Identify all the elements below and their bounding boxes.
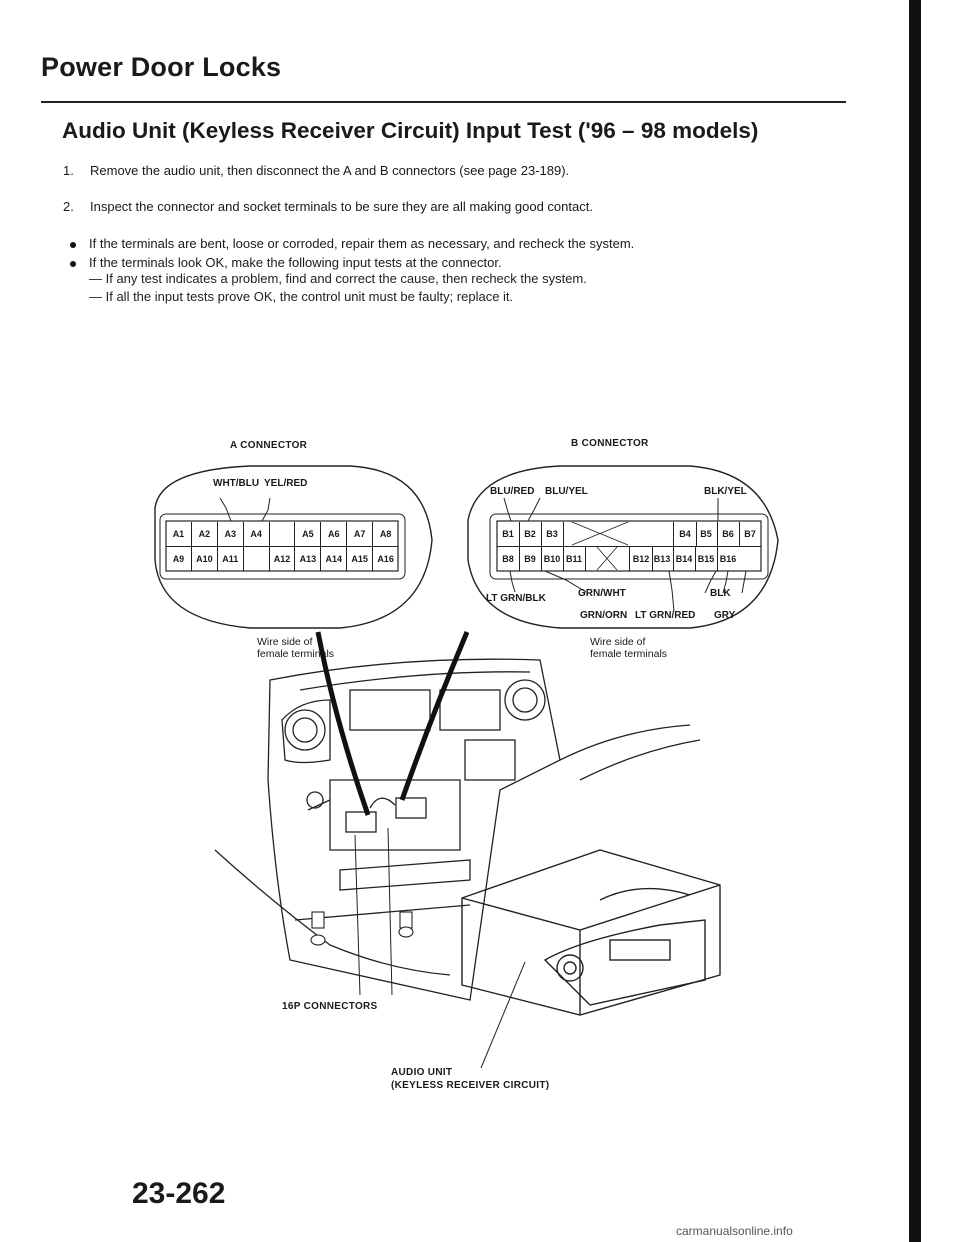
watermark: carmanualsonline.info <box>676 1224 793 1238</box>
step-text: Inspect the connector and socket terminals to be sure they are all making good contact. <box>90 199 593 214</box>
a-terminal-cell: A7 <box>347 522 373 546</box>
audio-unit-illustration <box>462 850 720 1015</box>
binding-edge <box>909 0 921 1242</box>
a-connector-label: A CONNECTOR <box>230 440 308 451</box>
b-terminal-cell: B15 <box>695 547 718 571</box>
a-connector-row <box>166 546 398 571</box>
b-wire-label: BLK/YEL <box>704 486 747 497</box>
b-terminal-cell: B4 <box>673 522 697 546</box>
a-terminal-cell <box>244 547 270 571</box>
b-caption <box>590 636 667 660</box>
section-heading: Audio Unit (Keyless Receiver Circuit) Input Test ('96 – 98 models) <box>62 118 759 143</box>
a-terminal-cell: A14 <box>321 547 347 571</box>
caption-line: female terminals <box>590 648 668 660</box>
a-terminal-cell: A9 <box>166 547 192 571</box>
a-terminal-cell: A1 <box>166 522 192 546</box>
a-terminal-cell: A2 <box>192 522 218 546</box>
a-terminal-cell: A4 <box>244 522 270 546</box>
b-terminal-cell: B5 <box>695 522 718 546</box>
a-terminal-cell <box>270 522 296 546</box>
b-terminal-cell: B9 <box>519 547 542 571</box>
a-terminal-cell: A11 <box>218 547 244 571</box>
b-terminal-cell: B6 <box>717 522 740 546</box>
bullet-text: If the terminals are bent, loose or corroded, repair them as necessary, and recheck the system. <box>89 236 635 251</box>
a-wire-label: WHT/BLU <box>213 478 260 489</box>
b-terminal-cell: B8 <box>497 547 520 571</box>
b-wire-label: GRN/ORN <box>580 610 628 621</box>
caption-line: Wire side of <box>257 636 313 648</box>
b-terminal-cell: B2 <box>519 522 542 546</box>
b-wire-label: BLU/RED <box>490 486 535 497</box>
a-terminal-cell: A16 <box>377 554 394 564</box>
step-number: 1. <box>63 163 74 178</box>
a-terminal-cell: A15 <box>347 547 373 571</box>
b-wire-label: BLK <box>710 588 731 599</box>
sub-bullet: — If all the input tests prove OK, the control unit must be faulty; replace it. <box>89 289 514 304</box>
page-number: 23-262 <box>132 1177 226 1210</box>
page-title: Power Door Locks <box>41 52 282 82</box>
step-text: Remove the audio unit, then disconnect the A and B connectors (see page 23-189). <box>90 163 570 178</box>
bullet-text: If the terminals look OK, make the following input tests at the connector. <box>89 255 502 270</box>
b-wire-label: GRN/WHT <box>578 588 626 599</box>
b-terminal-cell: B1 <box>497 522 520 546</box>
a-terminal-cell: A6 <box>321 522 347 546</box>
b-wire-label: GRY <box>714 610 736 621</box>
b-terminal-cell: B3 <box>541 522 564 546</box>
b-terminal-cell: B12 <box>629 547 653 571</box>
b-wire-label: LT GRN/BLK <box>486 593 546 604</box>
a-terminal-cell: A10 <box>192 547 218 571</box>
a-wire-label: YEL/RED <box>264 478 308 489</box>
a-terminal-cell: A8 <box>379 529 392 539</box>
b-terminal-cell: B7 <box>744 529 756 539</box>
b-connector-label: B CONNECTOR <box>571 438 649 449</box>
audio-unit-sublabel: (KEYLESS RECEIVER CIRCUIT) <box>391 1080 550 1091</box>
b-terminal-cell: B16 <box>719 554 737 564</box>
b-wire-label: BLU/YEL <box>545 486 588 497</box>
a-terminal-cell: A5 <box>295 522 321 546</box>
b-terminal-cell: B14 <box>673 547 696 571</box>
b-connector-row <box>497 546 761 571</box>
caption-line: Wire side of <box>590 636 646 648</box>
b-connector-row <box>497 522 761 546</box>
connectors-label: 16P CONNECTORS <box>282 1001 378 1012</box>
caption-line: female terminals <box>257 648 335 660</box>
b-terminal-cell: B11 <box>563 547 586 571</box>
a-terminal-cell: A12 <box>270 547 296 571</box>
a-terminal-cell: A13 <box>295 547 321 571</box>
b-wire-label: LT GRN/RED <box>635 610 696 621</box>
step-number: 2. <box>63 199 74 214</box>
audio-unit-label: AUDIO UNIT <box>391 1067 453 1078</box>
b-terminal-cell: B13 <box>651 547 674 571</box>
a-connector-row <box>166 522 398 546</box>
b-terminal-cell: B10 <box>541 547 564 571</box>
dashboard-illustration <box>215 659 700 1000</box>
sub-bullet: — If any test indicates a problem, find and correct the cause, then recheck the system. <box>89 271 587 286</box>
a-terminal-cell: A3 <box>218 522 244 546</box>
a-caption <box>257 636 334 660</box>
